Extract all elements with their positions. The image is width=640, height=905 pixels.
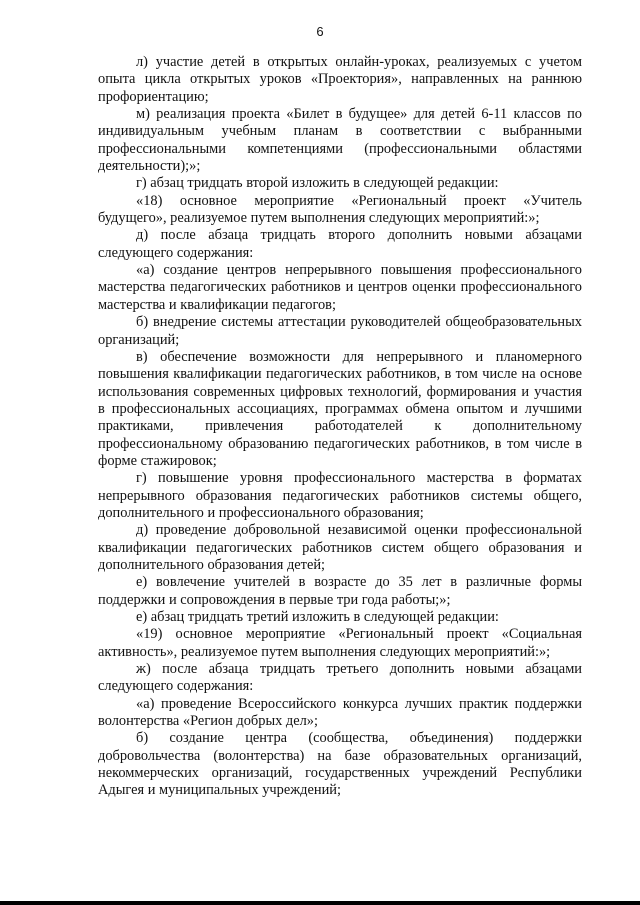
paragraph-18-teacher-of-future: «18) основное мероприятие «Региональный проект «Учитель будущего», реализуемое путем выполнения следующих мероприятий:»; [98, 192, 582, 227]
paragraph-v-qualification: в) обеспечение возможности для непрерывного и планомерного повышения квалификации педагогических работников, в том числе на основе использования современных цифровых технологий, формирования и участия в профессиональных ассоциациях, программах обмена опытом и лучшими практиками, привлечения работодателей к дополнительному профессиональному образованию педагогических работников, в том числе в форме стажировок; [98, 348, 582, 469]
paragraph-19-social-activity: «19) основное мероприятие «Региональный проект «Социальная активность», реализуемое путем выполнения следующих мероприятий:»; [98, 626, 582, 660]
document-body [98, 54, 582, 800]
page-number: 6 [316, 24, 324, 39]
paragraph-a-contest: «а) проведение Всероссийского конкурса лучших практик поддержки волонтерства «Регион добрых дел»; [98, 695, 582, 730]
paragraph-a-centers: «а) создание центров непрерывного повышения профессионального мастерства педагогических работников и центров оценки профессионального мастерства и квалификации педагогов; [98, 262, 582, 313]
paragraph-d-independent-assessment: д) проведение добровольной независимой оценки профессиональной квалификации педагогических работников систем общего образования и дополнительного образования детей; [98, 522, 582, 573]
paragraph-e-paragraph-33: е) абзац тридцать третий изложить в следующей редакции: [136, 609, 499, 625]
paragraph-l-online-lessons: л) участие детей в открытых онлайн-уроках, реализуемых с учетом опыта цикла открытых уроков «Проектория», направленных на раннюю профориентацию; [98, 54, 582, 105]
scan-bottom-edge [0, 901, 640, 905]
paragraph-m-ticket-to-future: м) реализация проекта «Билет в будущее» для детей 6-11 классов по индивидуальным учебным планам в соответствии с выбранными профессиональными компетенциями (профессиональными областями деятельности);»; [98, 106, 582, 175]
paragraph-g-skill-level: г) повышение уровня профессионального мастерства в форматах непрерывного образования педагогических работников системы общего, дополнительного и профессионального образования; [98, 470, 582, 521]
paragraph-zh-after-paragraph-33: ж) после абзаца тридцать третьего дополнить новыми абзацами следующего содержания: [98, 661, 582, 695]
paragraph-b-volunteer-center: б) создание центра (сообщества, объединения) поддержки добровольчества (волонтерства) на базе образовательных организаций, некоммерческих организаций, государственных учреждений Республики Адыгея и муниципальных учреждений; [98, 730, 582, 799]
paragraph-b-attestation: б) внедрение системы аттестации руководителей общеобразовательных организаций; [98, 314, 582, 348]
paragraph-d-after-paragraph-32: д) после абзаца тридцать второго дополнить новыми абзацами следующего содержания: [98, 227, 582, 261]
paragraph-e-young-teachers: е) вовлечение учителей в возрасте до 35 лет в различные формы поддержки и сопровождения в первые три года работы;»; [98, 574, 582, 608]
paragraph-g-paragraph-32: г) абзац тридцать второй изложить в следующей редакции: [136, 175, 499, 192]
